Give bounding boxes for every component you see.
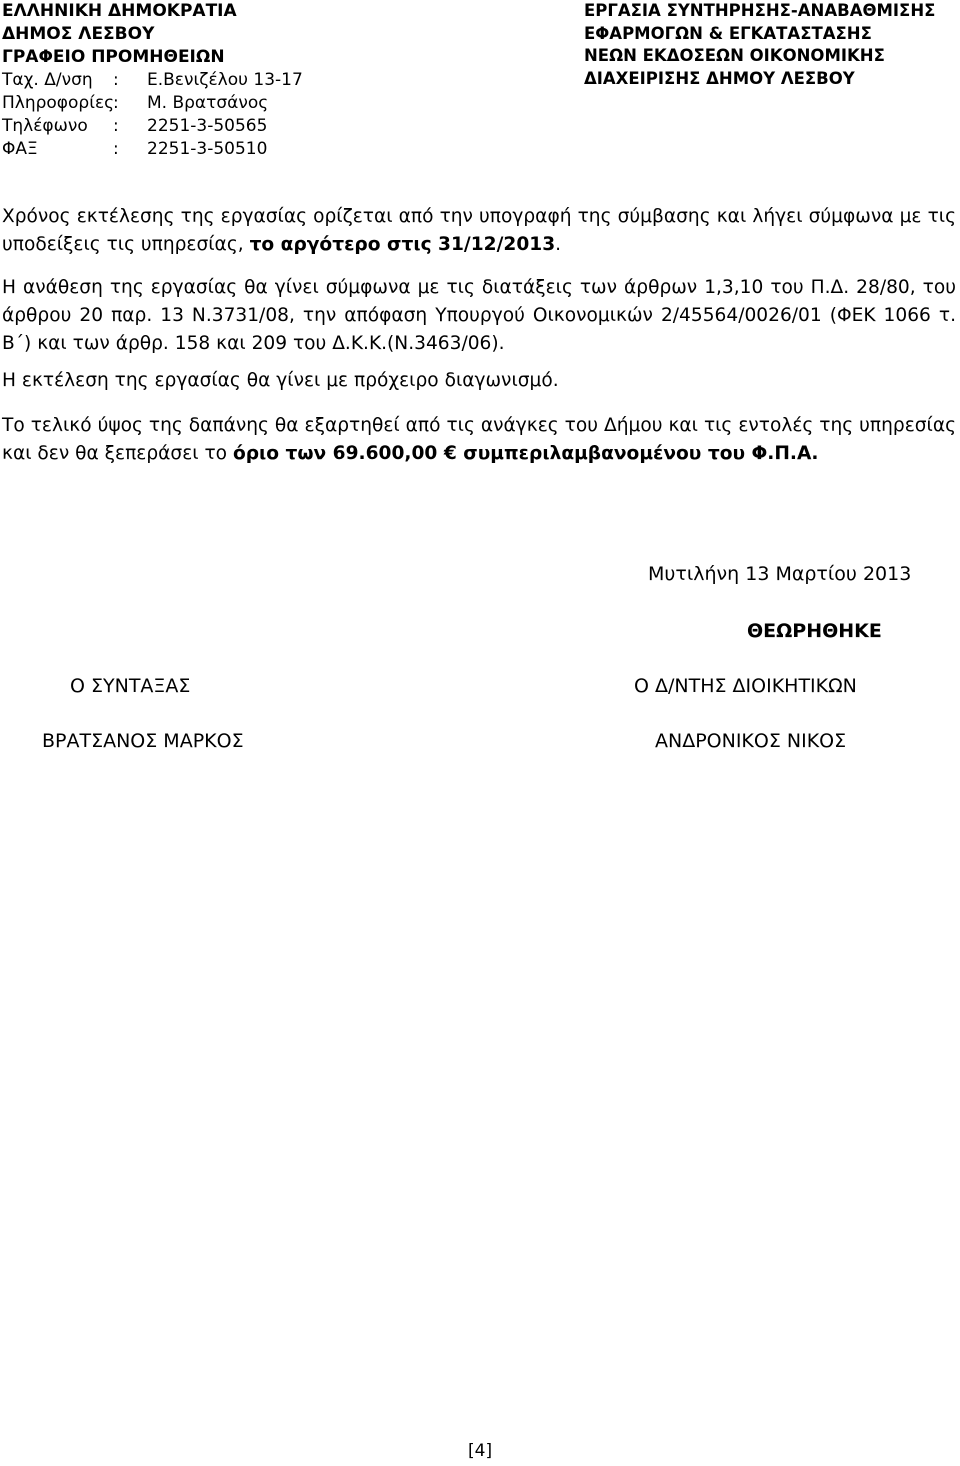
director-title: Ο Δ/ΝΤΗΣ ΔΙΟΙΚΗΤΙΚΩΝ [634, 675, 857, 697]
contact-colon: : [113, 116, 119, 136]
project-title-line: ΔΙΑΧΕΙΡΙΣΗΣ ΔΗΜΟΥ ΛΕΣΒΟΥ [584, 68, 855, 88]
document-body [2, 203, 956, 468]
signature-seen: ΘΕΩΡΗΘΗΚΕ [747, 620, 882, 642]
paragraph-duration [2, 203, 956, 259]
paragraph-budget [2, 412, 956, 468]
contact-key: Ταχ. Δ/νση [2, 70, 93, 90]
project-title-line: ΕΡΓΑΣΙΑ ΣΥΝΤΗΡΗΣΗΣ-ΑΝΑΒΑΘΜΙΣΗΣ [584, 1, 936, 20]
paragraph-award: Η ανάθεση της εργασίας θα γίνει σύμφωνα με τις διατάξεις των άρθρων 1,3,10 του Π.Δ. 28/80, του άρθρου 20 παρ. 13 Ν.3731/08, την απόφαση Υπουργού Οικονομικών 2/45564/0026/01 (ΦΕΚ 1066 τ. Β΄) και των άρθρ. 158 και 209 του Δ.Κ.Κ.(Ν.3463/06). [2, 277, 956, 354]
paragraph-text: Το τελικό ύψος της δαπάνης θα εξαρτηθεί από τις ανάγκες του Δήμου και τις εντολές της υπηρεσίας και δεν θα ξεπεράσει το [2, 415, 956, 464]
contact-colon: : [113, 139, 119, 159]
contact-row [2, 92, 303, 115]
contact-key: ΦΑΞ [2, 139, 38, 159]
author-name: ΒΡΑΤΣΑΝΟΣ ΜΑΡΚΟΣ [42, 730, 244, 752]
contact-value: Ε.Βενιζέλου 13-17 [147, 70, 303, 90]
contact-row [2, 138, 303, 161]
contact-value: 2251-3-50510 [147, 139, 268, 159]
contact-row [2, 69, 303, 92]
contact-key: Τηλέφωνο [2, 116, 88, 136]
header-left [2, 0, 303, 161]
signature-date: Μυτιλήνη 13 Μαρτίου 2013 [648, 563, 912, 585]
contact-colon: : [113, 93, 119, 113]
contact-colon: : [113, 70, 119, 90]
header-municipality: ΔΗΜΟΣ ΛΕΣΒΟΥ [2, 24, 155, 44]
contact-row [2, 115, 303, 138]
contact-key: Πληροφορίες [2, 93, 115, 113]
page-number: [4] [468, 1441, 493, 1461]
header-office: ΓΡΑΦΕΙΟ ΠΡΟΜΗΘΕΙΩΝ [2, 47, 225, 67]
header-republic: ΕΛΛΗΝΙΚΗ ΔΗΜΟΚΡΑΤΙΑ [2, 1, 237, 21]
author-title: Ο ΣΥΝΤΑΞΑΣ [70, 675, 191, 697]
contact-value: Μ. Βρατσάνος [147, 93, 269, 113]
paragraph-text: . [555, 234, 562, 255]
deadline-text: το αργότερο στις 31/12/2013 [249, 234, 556, 255]
budget-limit-text: όριο των 69.600,00 € συμπεριλαμβανομένου του Φ.Π.Α. [232, 443, 819, 464]
contact-details [2, 69, 303, 161]
contact-value: 2251-3-50565 [147, 116, 268, 136]
project-title-line: ΕΦΑΡΜΟΓΩΝ & ΕΓΚΑΤΑΣΤΑΣΗΣ [584, 23, 872, 43]
header-right [584, 0, 935, 90]
paragraph-procedure: Η εκτέλεση της εργασίας θα γίνει με πρόχειρο διαγωνισμό. [2, 370, 559, 391]
project-title-line: ΝΕΩΝ ΕΚΔΟΣΕΩΝ ΟΙΚΟΝΟΜΙΚΗΣ [584, 46, 885, 66]
paragraph-text: Χρόνος εκτέλεσης της εργασίας ορίζεται από την υπογραφή της σύμβασης και λήγει σύμφωνα με τις υποδείξεις τις υπηρεσίας, [2, 206, 956, 255]
director-name: ΑΝΔΡΟΝΙΚΟΣ ΝΙΚΟΣ [655, 730, 847, 752]
